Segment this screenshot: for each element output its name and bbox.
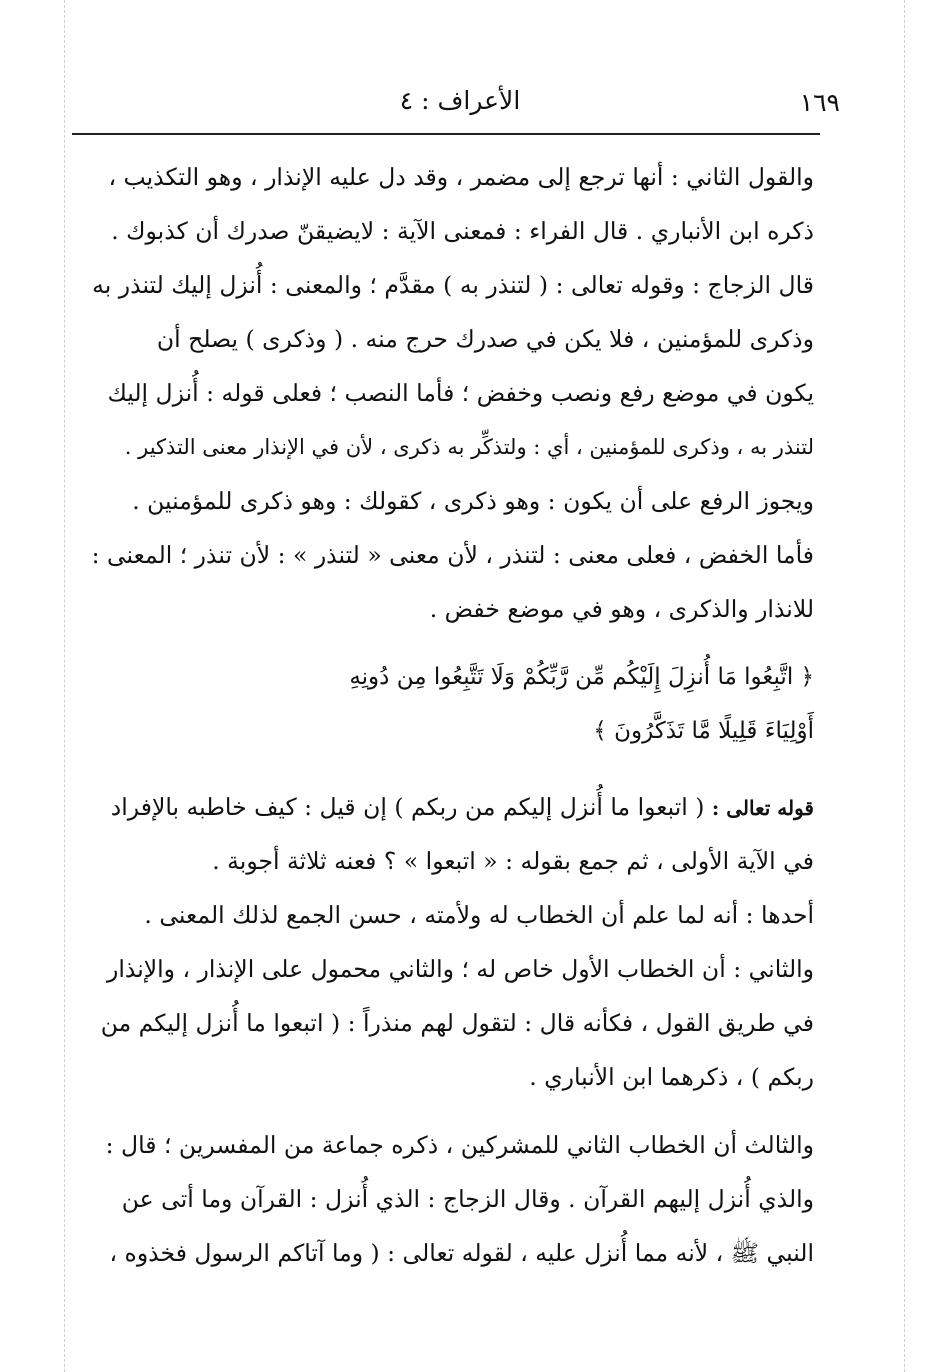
text-line: ربكم ) ، ذكرهما ابن الأنباري . [529, 1063, 814, 1091]
text-line: والثالث أن الخطاب الثاني للمشركين ، ذكره جماعة من المفسرين ؛ قال : [105, 1131, 814, 1159]
page-number: ١٦٩ [799, 88, 840, 117]
commentary-first-line [88, 780, 814, 834]
text-line: قال الزجاج : وقوله تعالى : ( لتنذر به ) مقدَّم ؛ والمعنى : أُنزل إليك لتنذر به [92, 271, 814, 299]
body-text [88, 150, 814, 1280]
text-line: لتنذر به ، وذكرى للمؤمنين ، أي : ولتذكِّر به ذكرى ، لأن في الإنذار معنى التذكير . [124, 435, 814, 459]
page-header [80, 80, 840, 130]
text-line: يكون في موضع رفع ونصب وخفض ؛ فأما النصب ؛ فعلى قوله : أُنزل إليك [107, 379, 814, 407]
quran-verse-line: أَوْلِيَاءَ قَلِيلًا مَّا تَذَكَّرُونَ ﴾ [593, 718, 814, 744]
text-line: والثاني : أن الخطاب الأول خاص له ؛ والثاني محمول على الإنذار ، والإنذار [107, 955, 814, 983]
text-line: أحدها : أنه لما علم أن الخطاب له ولأمته ، حسن الجمع لذلك المعنى . [144, 901, 814, 929]
text-line: في الآية الأولى ، ثم جمع بقوله : « اتبعوا » ؟ فعنه ثلاثة أجوبة . [212, 847, 814, 875]
text-line: والقول الثاني : أنها ترجع إلى مضمر ، وقد دل عليه الإنذار ، وهو التكذيب ، [108, 163, 814, 191]
quran-verse-line: ﴿ اتَّبِعُوا مَا أُنزِلَ إِلَيْكُم مِّن رَّبِّكُمْ وَلَا تَتَّبِعُوا مِن دُونِهِ [349, 664, 814, 690]
scan-margin-right [904, 0, 905, 1372]
header-rule [72, 133, 820, 135]
scan-margin-left [64, 0, 65, 1372]
text-line: وذكرى للمؤمنين ، فلا يكن في صدرك حرج منه . ( وذكرى ) يصلح أن [156, 325, 814, 353]
text-line: للانذار والذكرى ، وهو في موضع خفض . [429, 595, 814, 623]
text-line: ذكره ابن الأنباري . قال الفراء : فمعنى الآية : لايضيقنّ صدرك أن كذبوك . [111, 217, 814, 245]
text-line: في طريق القول ، فكأنه قال : لتقول لهم منذراً : ( اتبعوا ما أُنزل إليكم من [100, 1009, 814, 1037]
commentary-lead: قوله تعالى : [711, 796, 814, 820]
running-title: الأعراف : ٤ [399, 86, 521, 115]
text-line: ويجوز الرفع على أن يكون : وهو ذكرى ، كقولك : وهو ذكرى للمؤمنين . [132, 487, 814, 515]
text-line: النبي ﷺ ، لأنه مما أُنزل عليه ، لقوله تعالى : ( وما آتاكم الرسول فخذوه ، [109, 1239, 814, 1267]
commentary-first-rest: ( اتبعوا ما أُنزل إليكم من ربكم ) إن قيل : كيف خاطبه بالإفراد [110, 793, 705, 821]
text-line: فأما الخفض ، فعلى معنى : لتنذر ، لأن معنى « لتنذر » : لأن تنذر ؛ المعنى : [91, 541, 814, 569]
text-line: والذي أُنزل إليهم القرآن . وقال الزجاج : الذي أُنزل : القرآن وما أتى عن [121, 1185, 814, 1213]
